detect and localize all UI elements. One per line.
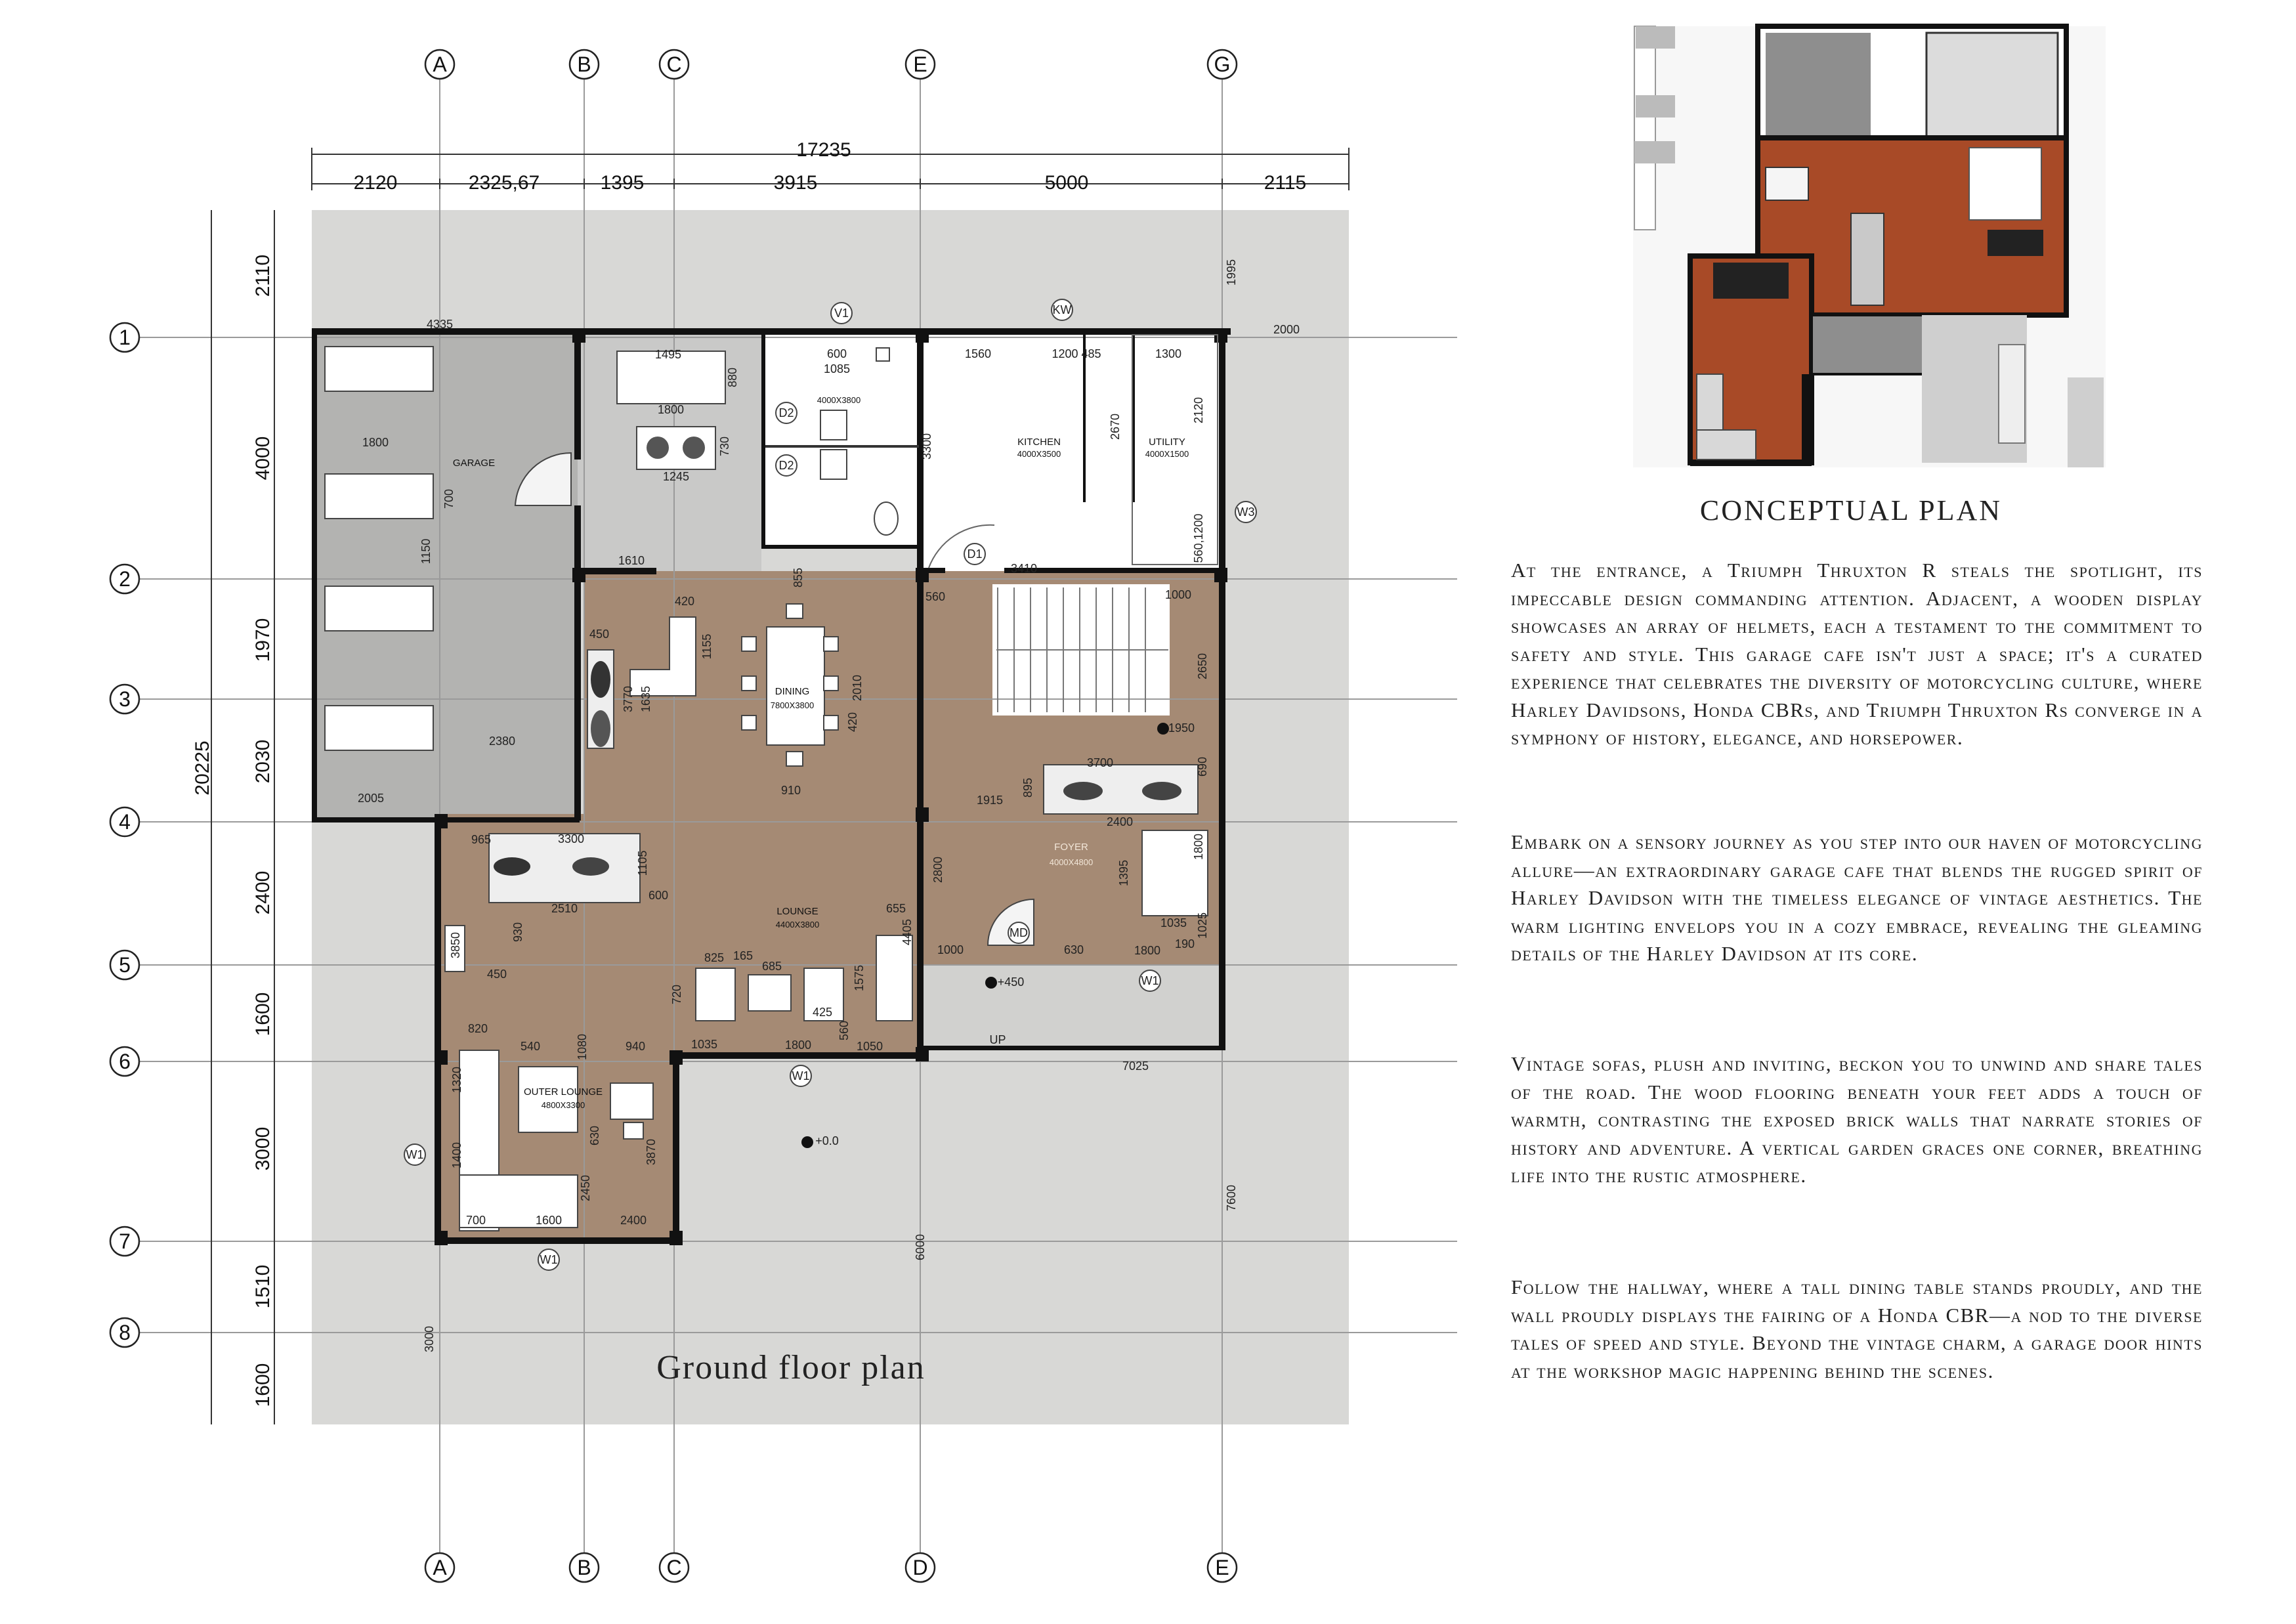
top-dimension-labels <box>354 172 1307 194</box>
dim-kit-3300: 3300 <box>920 433 933 460</box>
tag-d2b: D2 <box>778 459 794 472</box>
grid-bubble-bottom-1-label: B <box>577 1556 591 1579</box>
room-size-foyer: 4000X4800 <box>1049 857 1094 867</box>
grid-bubble-bottom-3 <box>906 1553 935 1582</box>
dim-l-720: 720 <box>670 984 683 1005</box>
room-label-outer-lounge: OUTER LOUNGE <box>523 1086 603 1098</box>
grid-bubble-row-0 <box>110 323 139 352</box>
dim-l-1050: 1050 <box>856 1040 883 1053</box>
dim-d-1635: 1635 <box>639 685 652 713</box>
dim-d-910: 910 <box>780 784 801 797</box>
dim-l-1080: 1080 <box>576 1033 589 1061</box>
left-dim-7: 1510 <box>252 1264 274 1309</box>
room-label-utility: UTILITY <box>1149 437 1185 448</box>
dim-f-7025: 7025 <box>1122 1059 1149 1073</box>
description-paragraph-3: Vintage sofas, plush and inviting, beckon you to unwind and share tales of the road. The wood flooring beneath your feet adds a touch of warmth, contrasting the exposed brick walls that narrate stories of history and adventure. A vertical garden graces one corner, breathing life into the rustic atmosphere. <box>1511 1052 2203 1187</box>
left-dim-3: 2030 <box>252 739 274 784</box>
room-size-outer-lounge: 4800X3300 <box>541 1100 585 1110</box>
grid-bubble-row-6 <box>110 1227 139 1256</box>
grid-bubble-row-7-label: 8 <box>119 1321 131 1344</box>
room-label-garage: GARAGE <box>452 458 496 469</box>
room-size-kitchen: 4000X3500 <box>1017 449 1061 459</box>
grid-bubbles-left <box>110 323 139 1347</box>
dim-b-7600: 7600 <box>1225 1184 1238 1212</box>
dim-f-1000: 1000 <box>1164 588 1192 601</box>
dim-d-450: 450 <box>589 628 610 641</box>
dim-garage-h: 1150 <box>419 538 433 565</box>
grid-bubble-top-2-label: C <box>666 53 682 76</box>
dim-kit-3410: 3410 <box>1010 562 1038 575</box>
dim-f-1915: 1915 <box>976 794 1004 807</box>
dim-f-1035: 1035 <box>1160 916 1187 930</box>
dim-b-6000: 6000 <box>914 1233 927 1261</box>
tag-w1b: W1 <box>1141 974 1159 987</box>
dim-wc-1085: 1085 <box>823 362 851 375</box>
left-dim-4: 2400 <box>252 870 274 915</box>
dim-l-820: 820 <box>467 1022 488 1035</box>
grid-bubble-top-0-label: A <box>433 53 447 76</box>
dim-wc-600: 600 <box>826 347 847 360</box>
tag-up: UP <box>989 1033 1006 1046</box>
dim-o-1320: 1320 <box>450 1066 463 1094</box>
dim-f-2650: 2650 <box>1196 652 1209 680</box>
stone-terrace <box>1766 33 1871 148</box>
level-450: +450 <box>997 975 1025 989</box>
dim-o-630: 630 <box>588 1125 601 1146</box>
grid-bubble-row-1 <box>110 565 139 593</box>
dim-o-700: 700 <box>465 1214 486 1227</box>
dim-kit-2120: 2120 <box>1192 396 1205 424</box>
dim-l-1105: 1105 <box>636 850 649 876</box>
level-1950: 1950 <box>1168 721 1195 735</box>
dim-d-420: 420 <box>674 595 695 608</box>
grid-bubble-row-4-label: 5 <box>119 953 131 977</box>
dim-l-2510: 2510 <box>551 902 578 915</box>
tag-d1: D1 <box>967 547 983 561</box>
left-dimensions <box>211 210 274 1424</box>
dim-o-3870: 3870 <box>645 1138 658 1166</box>
dim-l-165: 165 <box>733 949 754 962</box>
description-paragraph-4: Follow the hallway, where a tall dining table stands proudly, and the wall proudly displays the fairing of a Honda CBR—a nod to the diverse tales of speed and style. Beyond the vintage charm, a garage door hints at the workshop magic happening behind the scenes. <box>1511 1275 2203 1382</box>
dim-kit-2000: 2000 <box>1273 323 1300 336</box>
dim-kit-1995: 1995 <box>1225 259 1238 286</box>
grid-bubble-bottom-4-label: E <box>1215 1556 1229 1579</box>
grid-bubble-row-3-label: 4 <box>119 810 131 834</box>
top-dim-5: 2115 <box>1264 172 1307 194</box>
dim-l-940: 940 <box>625 1040 646 1053</box>
room-label-lounge: LOUNGE <box>776 906 818 917</box>
grid-bubble-top-4-label: G <box>1214 53 1231 76</box>
room-label-kitchen: KITCHEN <box>1017 437 1061 448</box>
dim-f-1000b: 1000 <box>937 943 964 956</box>
level-0: +0.0 <box>815 1134 839 1147</box>
dim-f-1395: 1395 <box>1117 859 1130 887</box>
dim-b-3000: 3000 <box>423 1325 436 1353</box>
grid-bubbles-bottom <box>425 1553 1237 1582</box>
dim-f-1800: 1800 <box>1192 833 1205 861</box>
tag-w3: W3 <box>1237 505 1255 519</box>
grid-bubble-bottom-0-label: A <box>433 1556 447 1579</box>
dim-f-1800b: 1800 <box>1134 944 1161 957</box>
ground-floor-plan-title: Ground floor plan <box>656 1349 925 1386</box>
tag-w1a: W1 <box>792 1069 810 1082</box>
dim-o-2450: 2450 <box>579 1174 592 1202</box>
dim-o-1400: 1400 <box>450 1142 463 1169</box>
dim-l-425: 425 <box>812 1006 833 1019</box>
tag-md: MD <box>1010 926 1028 939</box>
left-dim-5: 1600 <box>252 992 274 1036</box>
dim-l-540: 540 <box>520 1040 541 1053</box>
top-dim-0: 2120 <box>353 172 398 194</box>
dim-l-450: 450 <box>486 968 507 981</box>
left-dim-2: 1970 <box>252 618 274 662</box>
room-label-dining: DINING <box>775 686 810 697</box>
top-dim-1: 2325,67 <box>468 172 540 194</box>
top-dim-2: 1395 <box>600 172 645 194</box>
dim-store-mid: 1800 <box>657 403 685 416</box>
dim-d-3770: 3770 <box>622 685 635 713</box>
dim-l-1800: 1800 <box>784 1038 812 1052</box>
dim-o-2400: 2400 <box>620 1214 647 1227</box>
dim-garage-bl: 2005 <box>357 792 385 805</box>
dim-garage-w: 1800 <box>362 436 389 449</box>
dim-f-3700: 3700 <box>1086 756 1114 769</box>
grid-bubble-bottom-2-label: C <box>666 1556 682 1579</box>
tag-kw: KW <box>1052 303 1072 316</box>
dim-kit-1560: 1560 <box>964 347 992 360</box>
dim-l-655: 655 <box>885 902 906 915</box>
left-dimension-labels <box>252 255 274 1407</box>
dim-f-895: 895 <box>1021 777 1034 798</box>
dim-l-3850: 3850 <box>449 931 462 959</box>
dim-store-880: 880 <box>726 367 739 388</box>
overall-height: 20225 <box>192 740 213 796</box>
description-paragraph-1: At the entrance, a Triumph Thruxton R steals the spotlight, its impeccable design commanding attention. Adjacent, a wooden display showcases an array of helmets, each a testament to the commitment to safety and style. This garage cafe isn't just a space; it's a curated experience that celebrates the diversity of motorcycling culture, where Harley Davidsons, Honda CBRs, and Triumph Thruxton Rs converge in a symphony of history, elegance, and horsepower. <box>1511 559 2203 749</box>
dim-f-190: 190 <box>1174 937 1195 951</box>
dim-f-1025: 1025 <box>1196 912 1209 939</box>
grid-bubble-bottom-2 <box>660 1553 689 1582</box>
grid-bubble-bottom-3-label: D <box>912 1556 928 1579</box>
dim-d-1155: 1155 <box>700 633 713 660</box>
dim-f-690: 690 <box>1196 756 1209 777</box>
dim-garage-door: 700 <box>442 488 456 509</box>
grid-bubble-top-3 <box>906 50 935 79</box>
room-size-utility: 4000X1500 <box>1145 449 1189 459</box>
dim-l-685: 685 <box>761 960 782 973</box>
left-dim-1: 4000 <box>252 436 274 481</box>
tag-w1d: W1 <box>540 1253 558 1266</box>
dim-d-855: 855 <box>792 567 805 588</box>
grid-bubble-top-0 <box>425 50 454 79</box>
grid-bubble-top-4 <box>1208 50 1237 79</box>
dim-d-1610: 1610 <box>618 554 645 567</box>
grid-bubble-row-5-label: 6 <box>119 1050 131 1073</box>
left-dim-6: 3000 <box>252 1126 274 1171</box>
left-dim-8: 1600 <box>252 1363 274 1407</box>
motorcycle-thruxton <box>587 650 614 748</box>
dim-l-930: 930 <box>511 922 524 943</box>
dim-d-2010: 2010 <box>851 674 864 702</box>
grid-bubble-row-3 <box>110 807 139 836</box>
grid-bubbles-top <box>425 50 1237 79</box>
grid-bubble-top-1 <box>570 50 599 79</box>
dim-l-560: 560 <box>838 1020 851 1041</box>
tag-v1: V1 <box>834 307 849 320</box>
grid-bubble-top-2 <box>660 50 689 79</box>
dim-store-1245: 1245 <box>662 470 690 483</box>
dim-l-600: 600 <box>648 889 669 902</box>
grid-bubble-row-1-label: 2 <box>119 567 131 591</box>
grid-bubble-row-2-label: 3 <box>119 687 131 711</box>
dim-f-560: 560 <box>925 590 946 603</box>
dim-garage-bottom: 2380 <box>488 735 516 748</box>
room-size-toilet: 4000X3800 <box>817 395 861 405</box>
room-size-dining: 7800X3800 <box>770 700 815 710</box>
grid-bubble-bottom-4 <box>1208 1553 1237 1582</box>
tag-w1c: W1 <box>406 1148 424 1161</box>
dim-store-730: 730 <box>718 436 731 457</box>
grid-bubble-row-0-label: 1 <box>119 326 131 349</box>
dim-l-1575: 1575 <box>853 964 866 992</box>
room-size-lounge: 4400X3800 <box>775 920 820 930</box>
grid-bubble-row-6-label: 7 <box>119 1229 131 1253</box>
entrance-steps <box>920 965 1222 1050</box>
top-dim-3: 3915 <box>773 172 818 194</box>
dim-o-1600: 1600 <box>535 1214 563 1227</box>
grid-bubble-bottom-1 <box>570 1553 599 1582</box>
grid-bubble-row-7 <box>110 1318 139 1347</box>
dim-d-420b: 420 <box>846 712 859 733</box>
dim-l-825: 825 <box>704 951 725 964</box>
grid-bubble-top-1-label: B <box>577 53 591 76</box>
overall-width: 17235 <box>796 139 851 161</box>
grid-bubble-top-3-label: E <box>913 53 927 76</box>
room-label-foyer: FOYER <box>1054 842 1088 853</box>
grid-bubble-row-4 <box>110 951 139 979</box>
grid-bubble-bottom-0 <box>425 1553 454 1582</box>
dim-l-4405: 4405 <box>901 918 914 946</box>
dim-l-3300: 3300 <box>557 832 585 845</box>
top-dim-4: 5000 <box>1044 172 1089 194</box>
dim-f-630: 630 <box>1063 943 1084 956</box>
description-paragraph-2: Embark on a sensory journey as you step into our haven of motorcycling allure—an extraordinary garage cafe that blends the rugged spirit of Harley Davidson with the timeless elegance of vintage aesthetics. The warm lighting envelops you in a cozy embrace, revealing the gleaming details of the Harley Davidson at its core. <box>1511 830 2203 965</box>
dim-garage-top: 4335 <box>426 318 454 331</box>
grid-bubble-row-2 <box>110 685 139 714</box>
dim-store-top: 1495 <box>654 348 682 361</box>
dim-f-2800: 2800 <box>931 856 945 884</box>
dim-kit-560: 560,1200 <box>1192 513 1205 563</box>
dim-kit-1300: 1300 <box>1155 347 1182 360</box>
dim-l-965: 965 <box>471 833 492 846</box>
conceptual-plan-render <box>1633 26 2106 467</box>
grid-bubble-row-5 <box>110 1047 139 1076</box>
tag-d2a: D2 <box>778 406 794 419</box>
conceptual-plan-title: CONCEPTUAL PLAN <box>1699 494 2003 526</box>
dim-kit-2670: 2670 <box>1109 413 1122 440</box>
dim-kit-1200: 1200 485 <box>1052 347 1101 360</box>
dim-f-2400: 2400 <box>1106 815 1134 828</box>
dim-l-1035: 1035 <box>691 1038 718 1051</box>
left-dim-0: 2110 <box>252 254 274 297</box>
